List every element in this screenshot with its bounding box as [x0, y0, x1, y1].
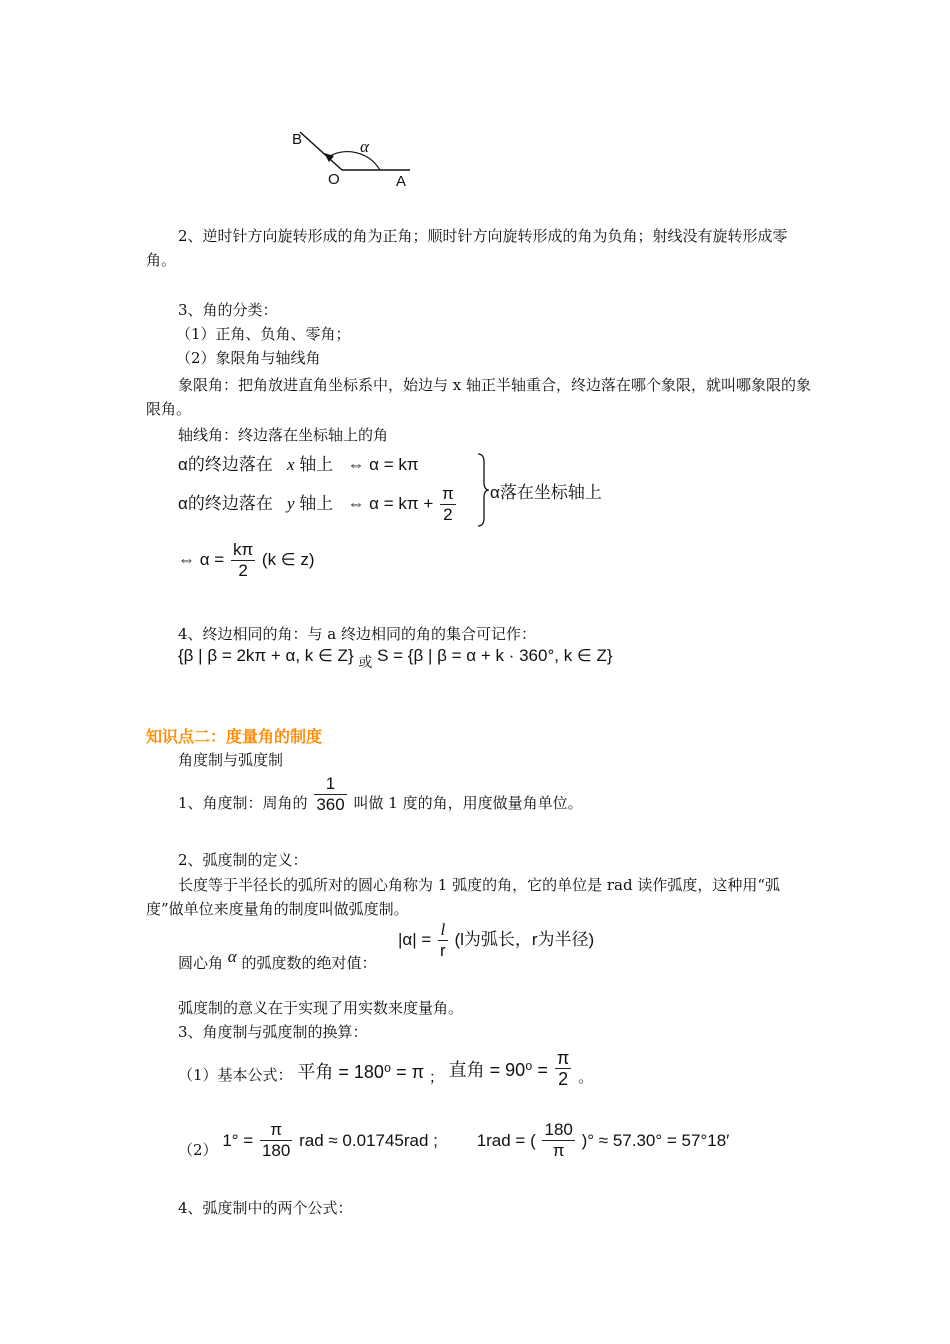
conversion-label: （2）	[178, 1141, 218, 1159]
formula-x-var: x	[287, 455, 295, 474]
formula-combined-pre: ⇔ α =	[178, 549, 225, 569]
conversion-title: 3、角度制与弧度制的换算：	[178, 1023, 368, 1041]
degree-definition	[178, 774, 583, 815]
fraction-denominator: 2	[238, 561, 248, 580]
period: 。	[578, 1068, 594, 1086]
brace-result: α落在坐标轴上	[490, 483, 602, 502]
angle-diagram	[280, 120, 430, 195]
fraction-denominator: 2	[558, 1069, 569, 1089]
right-angle-formula	[449, 1048, 574, 1089]
fraction-numerator: 1	[314, 774, 346, 795]
label-alpha: α	[360, 137, 369, 156]
formula-y-left: α的终边落在	[178, 493, 273, 513]
conv2-post: )° ≈ 57.30° = 57°18′	[581, 1130, 730, 1150]
fraction-180-over-pi	[542, 1120, 574, 1161]
formula-x-axisword: 轴上	[299, 455, 334, 474]
semicolon: ；	[428, 1068, 444, 1086]
item3-title: 3、角的分类：	[178, 301, 278, 319]
conv1-pre: 1° =	[222, 1130, 254, 1150]
conversion-degree-to-rad	[222, 1120, 438, 1161]
angle-arc	[328, 152, 380, 170]
fraction-denominator: 2	[443, 505, 453, 524]
coterminal-set-2: S = {β | β = α + k · 360°, k ∈ Z}	[377, 646, 613, 665]
formula-y-axisword: 轴上	[299, 493, 334, 513]
basic-formulas	[178, 1048, 593, 1089]
fraction-l-over-r	[438, 920, 448, 961]
fraction-denominator: π	[552, 1141, 565, 1160]
right-brace	[476, 452, 490, 528]
degree-definition-pre: 1、角度制：周角的	[178, 794, 308, 812]
conversion-rad-to-degree	[477, 1120, 730, 1161]
right-angle-pre: 直角 = 90⁰ =	[448, 1059, 548, 1080]
abs-post: 的弧度数的绝对值：	[241, 954, 377, 972]
fraction-pi-over-2-right	[555, 1048, 571, 1089]
abs-value-formula	[398, 920, 594, 961]
coterminal-sets	[178, 646, 613, 670]
conv2-pre: 1rad = (	[476, 1130, 536, 1150]
section2-subtitle: 角度制与弧度制	[178, 751, 284, 769]
quadrant-angle-definition: 象限角：把角放进直角坐标系中，始边与 x 轴正半轴重合，终边落在哪个象限，就叫哪象限的象限角。	[146, 376, 811, 418]
item3-1: （1）正角、负角、零角；	[176, 325, 351, 343]
fraction-denominator: r	[440, 941, 446, 960]
fraction-pi-over-2	[440, 484, 456, 525]
fraction-numerator: π	[556, 1048, 570, 1068]
fraction-1-over-360	[314, 774, 346, 815]
fraction-numerator: π	[260, 1120, 292, 1141]
label-o: O	[328, 171, 340, 188]
formula-combined	[178, 540, 314, 581]
fraction-numerator: kπ	[232, 540, 254, 559]
radian-definition-text: 长度等于半径长的弧所对的圆心角称为 1 弧度的角，它的单位是 rad 读作弧度，这种用“弧度”做单位来度量角的制度叫做弧度制。	[146, 876, 781, 918]
formula-y-eq: ⇔ α = kπ +	[347, 493, 434, 513]
label-b: B	[292, 131, 303, 148]
fraction-numerator: l	[438, 920, 448, 941]
abs-value-label	[178, 947, 377, 973]
basic-label: （1）基本公式：	[178, 1066, 293, 1084]
conversion-formulas	[178, 1120, 729, 1161]
fraction-numerator: π	[442, 484, 454, 503]
formula-x-left: α的终边落在	[178, 455, 273, 474]
fraction-denominator: 180	[261, 1141, 291, 1160]
fraction-pi-over-180	[260, 1120, 292, 1161]
formula-x-axis	[178, 450, 419, 475]
item3-2: （2）象限角与轴线角	[176, 349, 321, 367]
abs-alpha: α	[227, 947, 237, 966]
coterminal-or: 或	[358, 654, 373, 670]
abs-formula-left: |α| =	[398, 929, 432, 949]
two-formulas-title: 4、弧度制中的两个公式：	[178, 1199, 353, 1217]
radian-definition-title: 2、弧度制的定义：	[178, 851, 308, 869]
paragraph-rotation-rule: 2、逆时针方向旋转形成的角为正角；顺时针方向旋转形成的角为负角；射线没有旋转形成零角。	[146, 227, 788, 269]
formula-y-var: y	[287, 493, 295, 513]
abs-formula-right: (l为弧长，r为半径)	[454, 929, 595, 949]
label-a: A	[396, 173, 407, 190]
item4-title: 4、终边相同的角：与 a 终边相同的角的集合可记作：	[178, 625, 537, 643]
axis-angle-definition: 轴线角：终边落在坐标轴上的角	[178, 426, 389, 444]
degree-definition-post: 叫做 1 度的角，用度做量角单位。	[353, 794, 583, 812]
formula-y-axis	[178, 484, 458, 525]
formula-combined-post: (k ∈ z)	[261, 549, 315, 569]
radian-meaning: 弧度制的意义在于实现了用实数来度量角。	[178, 999, 464, 1017]
section2-heading: 知识点二：度量角的制度	[146, 727, 323, 746]
ray-ob	[300, 132, 342, 170]
conv1-post: rad ≈ 0.01745rad ;	[299, 1130, 438, 1150]
abs-pre: 圆心角	[178, 954, 224, 972]
coterminal-set-1: {β | β = 2kπ + α, k ∈ Z}	[178, 646, 354, 665]
formula-x-eq: ⇔ α = kπ	[347, 455, 419, 474]
fraction-numerator: 180	[544, 1120, 573, 1139]
flat-angle-formula: 平角 = 180⁰ = π	[297, 1062, 425, 1082]
fraction-kpi-over-2	[231, 540, 255, 581]
fraction-denominator: 360	[316, 795, 345, 814]
